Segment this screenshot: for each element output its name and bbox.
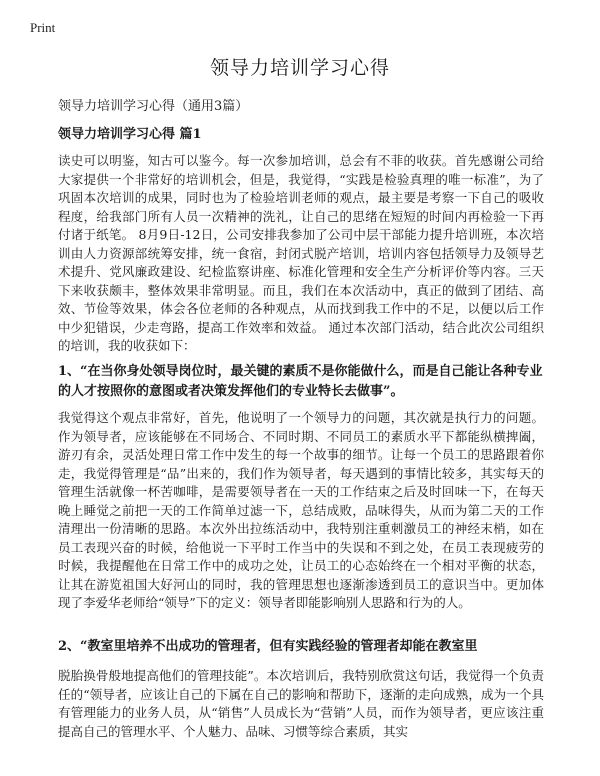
print-link[interactable]: Print <box>30 20 56 35</box>
point-heading: 1、“在当你身处领导岗位时，最关键的素质不是你能做什么，而是自己能让各种专业的人才按照你的意图或者决策发挥他们的专业特长去做事”。 <box>58 364 543 399</box>
paragraph: 脱胎换骨般地提高他们的管理技能”。本次培训后，我特别欣赏这句话，我觉得一个负责任的“领导者，应该让自己的下属在自己的影响和帮助下，逐渐的走向成熟，成为一个具有管理能力的业务人员，从“销售”人员成长为“营销”人员，而作为领导者，更应该注重提高自己的管理水平、个人魅力、品味、习惯等综合素质，其实 <box>58 668 544 739</box>
paragraph: 读史可以明鉴，知古可以鉴今。每一次参加培训，总会有不菲的收获。首先感谢公司给大家提供一个非常好的培训机会，但是，我觉得，“实践是检验真理的唯一标准”，为了巩固本次培训的成果，同时也为了检验培训老师的观点，最主要是考察一下自己的吸收程度，给我部门所有人员一次精神的洗礼，让自己的思绪在短短的时间内再检验一下再付诸于纸笔。 8月9日-12日，公司安排我参加了公司中层干部能力提升培训班，本次培训由人力资源部统筹安排，统一食宿，封闭式脱产培训，培训内容包括领导力及领导艺术提升、党风廉政建设、纪检监察讲座、标准化管理和安全生产分析评价等内容。三天下来收获颇丰，整体效果非常明显。而且，我们在本次活动中，真正的做到了团结、高效、节俭等效果，体会各位老师的各种观点，从而找到我工作中的不足，以便以后工作中少犯错误，少走弯路，提高工作效率和效益。 通过本次部门活动，结合此次公司组织的培训，我的收获如下： <box>58 153 544 353</box>
page-title: 领导力培训学习心得 <box>209 57 390 79</box>
paragraph: 我觉得这个观点非常好，首先，他说明了一个领导力的问题，其次就是执行力的问题。作为领导者，应该能够在不同场合、不同时期、不同员工的素质水平下都能纵横捭阖，游刃有余，灵活处理日常工作中发生的每一个故事的细节。让每一个员工的思路跟着你走，我觉得管理是“品”出来的，我们作为领导者，每天遇到的事情比较多，其实每天的管理生活就像一杯苦咖啡，是需要领导者在一天的工作结束之后及时回味一下，在每天晚上睡觉之前把一天的工作简单过滤一下，总结成败，品味得失，从而为第二天的工作清理出一份清晰的思路。本次外出拉练活动中，我特别注重刺激员工的神经末梢，如在员工表现兴奋的时候，给他说一下平时工作当中的失误和不到之处，在员工表现疲劳的时候，我提醒他在日常工作中的成功之处，让员工的心态始终在一个相对平衡的状态，让其在游览祖国大好河山的同时，我的管理思想也逐渐渗透到员工的意识当中。更加体现了李爱华老师给“领导”下的定义：领导者即能影响别人思路和行为的人。 <box>58 410 544 610</box>
document-subtitle: 领导力培训学习心得（通用3篇） <box>58 99 249 114</box>
section-heading: 领导力培训学习心得 篇1 <box>58 127 202 142</box>
point-heading: 2、“教室里培养不出成功的管理者，但有实践经验的管理者却能在教室里 <box>58 639 478 654</box>
